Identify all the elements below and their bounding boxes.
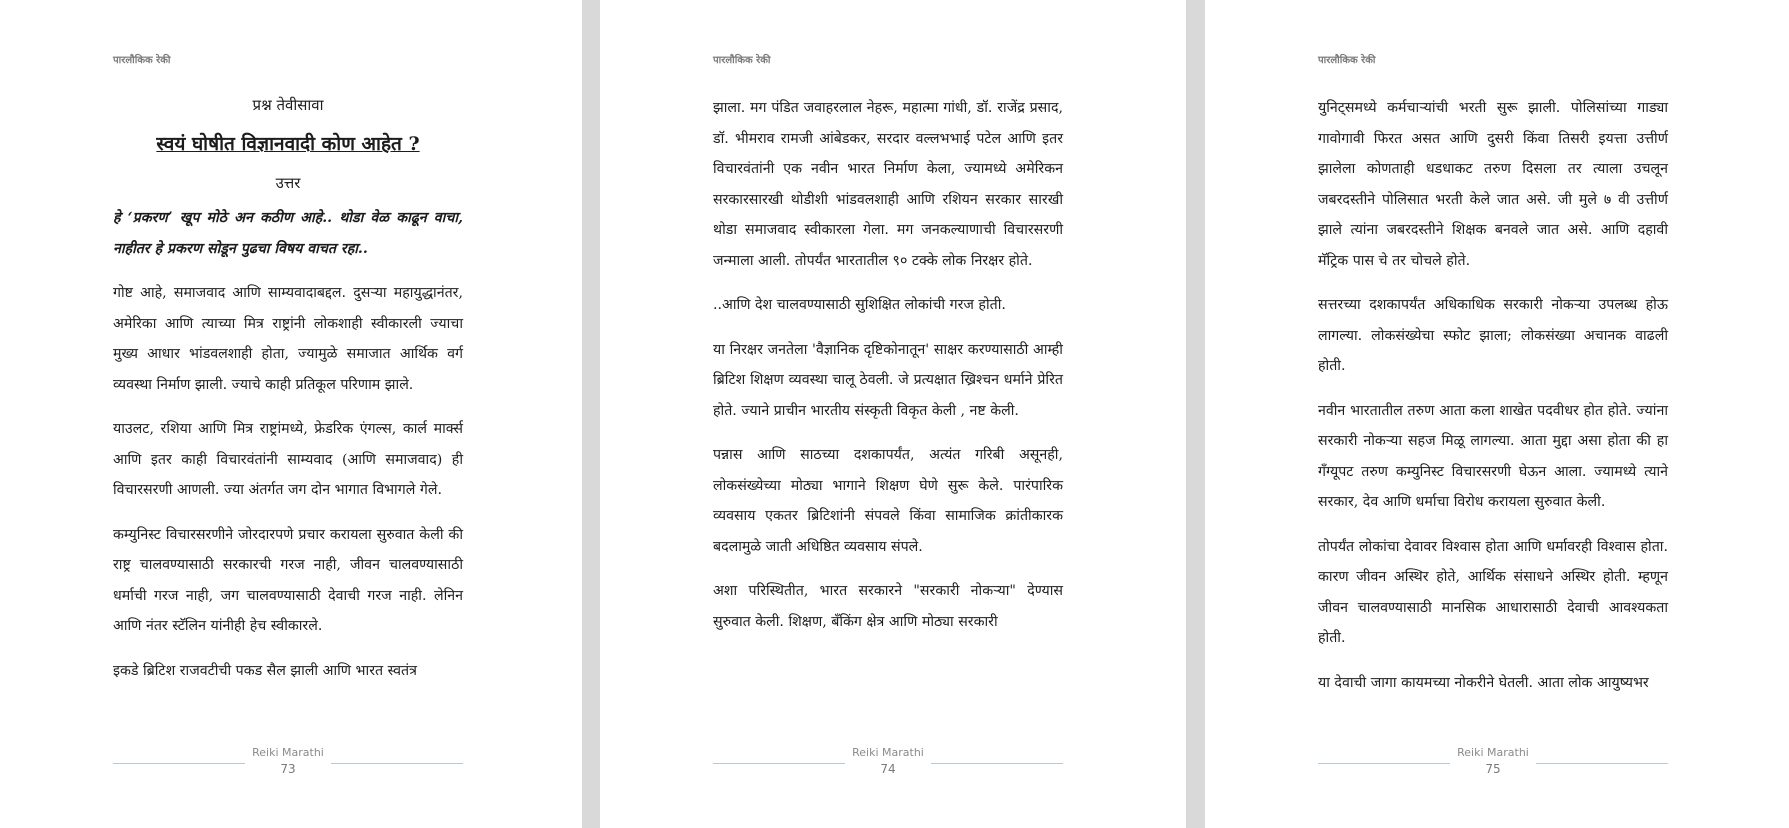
paragraph: तोपर्यंत लोकांचा देवावर विश्वास होता आणि धर्मावरही विश्वास होता. कारण जीवन अस्थिर होते, आर्थिक संसाधने अस्थिर होती. म्हणून जीवन चालवण्यासाठी मानसिक आधारासाठी देवाची आवश्यकता होती. <box>1318 538 1668 646</box>
footer-label: Reiki Marathi <box>852 746 924 759</box>
paragraph: सत्तरच्या दशकापर्यंत अधिकाधिक सरकारी नोकऱ्या उपलब्ध होऊ लागल्या. लोकसंख्येचा स्फोट झाला; लोकसंख्या अचानक वाढली होती. <box>1318 297 1668 374</box>
running-head: पारलौकिक रेकी <box>1318 55 1376 66</box>
page-number: 73 <box>280 762 296 776</box>
paragraph: झाला. मग पंडित जवाहरलाल नेहरू, महात्मा गांधी, डॉ. राजेंद्र प्रसाद, डॉ. भीमराव रामजी आंबेडकर, सरदार वल्लभभाई पटेल आणि इतर विचारवंतांनी एक नवीन भारत निर्माण केला, ज्यामध्ये अमेरिकन सरकारसारखी थोडीशी भांडवलशाही आणि रशियन सरकार सारखी थोडा समाजवाद स्वीकारला गेला. मग जनकल्याणाची विचारसरणी जन्माला आली. तोपर्यंत भारतातील ९० टक्के लोक निरक्षर होते. <box>713 100 1063 269</box>
paragraph: पन्नास आणि साठच्या दशकापर्यंत, अत्यंत गरिबी असूनही, लोकसंख्येच्या मोठ्या भागाने शिक्षण घेणे सुरू केले. पारंपारिक व्यवसाय एकतर ब्रिटिशांनी संपवले किंवा सामाजिक क्रांतीकारक बदलामुळे जाती अधिष्ठित व्यवसाय संपले. <box>713 447 1063 555</box>
page-74 <box>600 0 1186 828</box>
page-number: 74 <box>880 762 896 776</box>
chapter-title: स्वयं घोषीत विज्ञानवादी कोण आहेत ? <box>156 133 420 155</box>
footer-label: Reiki Marathi <box>1457 746 1529 759</box>
paragraph: याउलट, रशिया आणि मित्र राष्ट्रांमध्ये, फ्रेडरिक एंगल्स, कार्ल मार्क्स आणि इतर काही विचारवंतांनी साम्यवाद (आणि समाजवाद) ही विचारसरणी आणली. ज्या अंतर्गत जग दोन भागात विभागले गेले. <box>113 421 463 498</box>
paragraph: इकडे ब्रिटिश राजवटीची पकड सैल झाली आणि भारत स्वतंत्र <box>113 662 417 679</box>
page-footer <box>113 746 463 786</box>
page-content <box>1318 93 1668 712</box>
page-73 <box>0 0 582 828</box>
paragraph: गोष्ट आहे, समाजवाद आणि साम्यवादाबद्दल. दुसऱ्या महायुद्धानंतर, अमेरिका आणि त्याच्या मित्र राष्ट्रांनी लोकशाही स्वीकारली ज्याचा मुख्य आधार भांडवलशाही होता, ज्यामुळे समाजात आर्थिक वर्ग व्यवस्था निर्माण झाली. ज्याचे काही प्रतिकूल परिणाम झाले. <box>113 285 463 393</box>
page-footer <box>1318 746 1668 786</box>
paragraph: या निरक्षर जनतेला 'वैज्ञानिक दृष्टिकोनातून' साक्षर करण्यासाठी आम्ही ब्रिटिश शिक्षण व्यवस्था चालू ठेवली. जे प्रत्यक्षात ख्रिश्चन धर्माने प्रेरित होते. ज्याने प्राचीन भारतीय संस्कृती विकृत केली , नष्ट केली. <box>713 341 1063 419</box>
page-content <box>113 93 463 700</box>
paragraph: नवीन भारतातील तरुण आता कला शाखेत पदवीधर होत होते. ज्यांना सरकारी नोकऱ्या सहज मिळू लागल्या. आता मुद्दा असा होता की हा गँग्यूपट तरुण कम्युनिस्ट विचारसरणी घेऊन आला. ज्यामध्ये त्याने सरकार, देव आणि धर्माचा विरोध करायला सुरुवात केली. <box>1318 402 1668 510</box>
page-75 <box>1205 0 1789 828</box>
page-footer <box>713 746 1063 786</box>
paragraph: कम्युनिस्ट विचारसरणीने जोरदारपणे प्रचार करायला सुरुवात केली की राष्ट्र चालवण्यासाठी सरकारची गरज नाही, जीवन चालवण्यासाठी धर्माची गरज नाही, जग चालवण्यासाठी देवाची गरज नाही. लेनिन आणि नंतर स्टॅलिन यांनीही हेच स्वीकारले. <box>113 526 463 634</box>
paragraph: या देवाची जागा कायमच्या नोकरीने घेतली. आता लोक आयुष्यभर <box>1318 674 1649 691</box>
reader-note: हे ‘प्रकरण’ खूप मोठे अन कठीण आहे.. थोडा वेळ काढून वाचा, नाहीतर हे प्रकरण सोडून पुढचा विषय वाचत रहा.. <box>113 210 463 257</box>
paragraph: ..आणि देश चालवण्यासाठी सुशिक्षित लोकांची गरज होती. <box>713 297 1006 313</box>
page-content <box>713 93 1063 651</box>
chapter-label: प्रश्न तेवीसावा <box>252 96 324 114</box>
footer-label: Reiki Marathi <box>252 746 324 759</box>
answer-label: उत्तर <box>275 174 301 192</box>
paragraph: अशा परिस्थितीत, भारत सरकारने "सरकारी नोकऱ्या" देण्यास सुरुवात केली. शिक्षण, बँकिंग क्षेत्र आणि मोठ्या सरकारी <box>713 583 1063 630</box>
page-number: 75 <box>1485 762 1501 776</box>
paragraph: युनिट्समध्ये कर्मचाऱ्यांची भरती सुरू झाली. पोलिसांच्या गाड्या गावोगावी फिरत असत आणि दुसरी किंवा तिसरी इयत्ता उत्तीर्ण झालेला कोणताही धडधाकट तरुण दिसला तर त्याला उचलून जबरदस्तीने पोलिसात भरती केले जात असे. जी मुले ७ वी उत्तीर्ण झाले त्यांना जबरदस्तीने शिक्षक बनवले जात असे. आणि दहावी मॅट्रिक पास चे तर चोचले होते. <box>1318 100 1668 269</box>
running-head: पारलौकिक रेकी <box>713 55 771 66</box>
running-head: पारलौकिक रेकी <box>113 55 171 66</box>
